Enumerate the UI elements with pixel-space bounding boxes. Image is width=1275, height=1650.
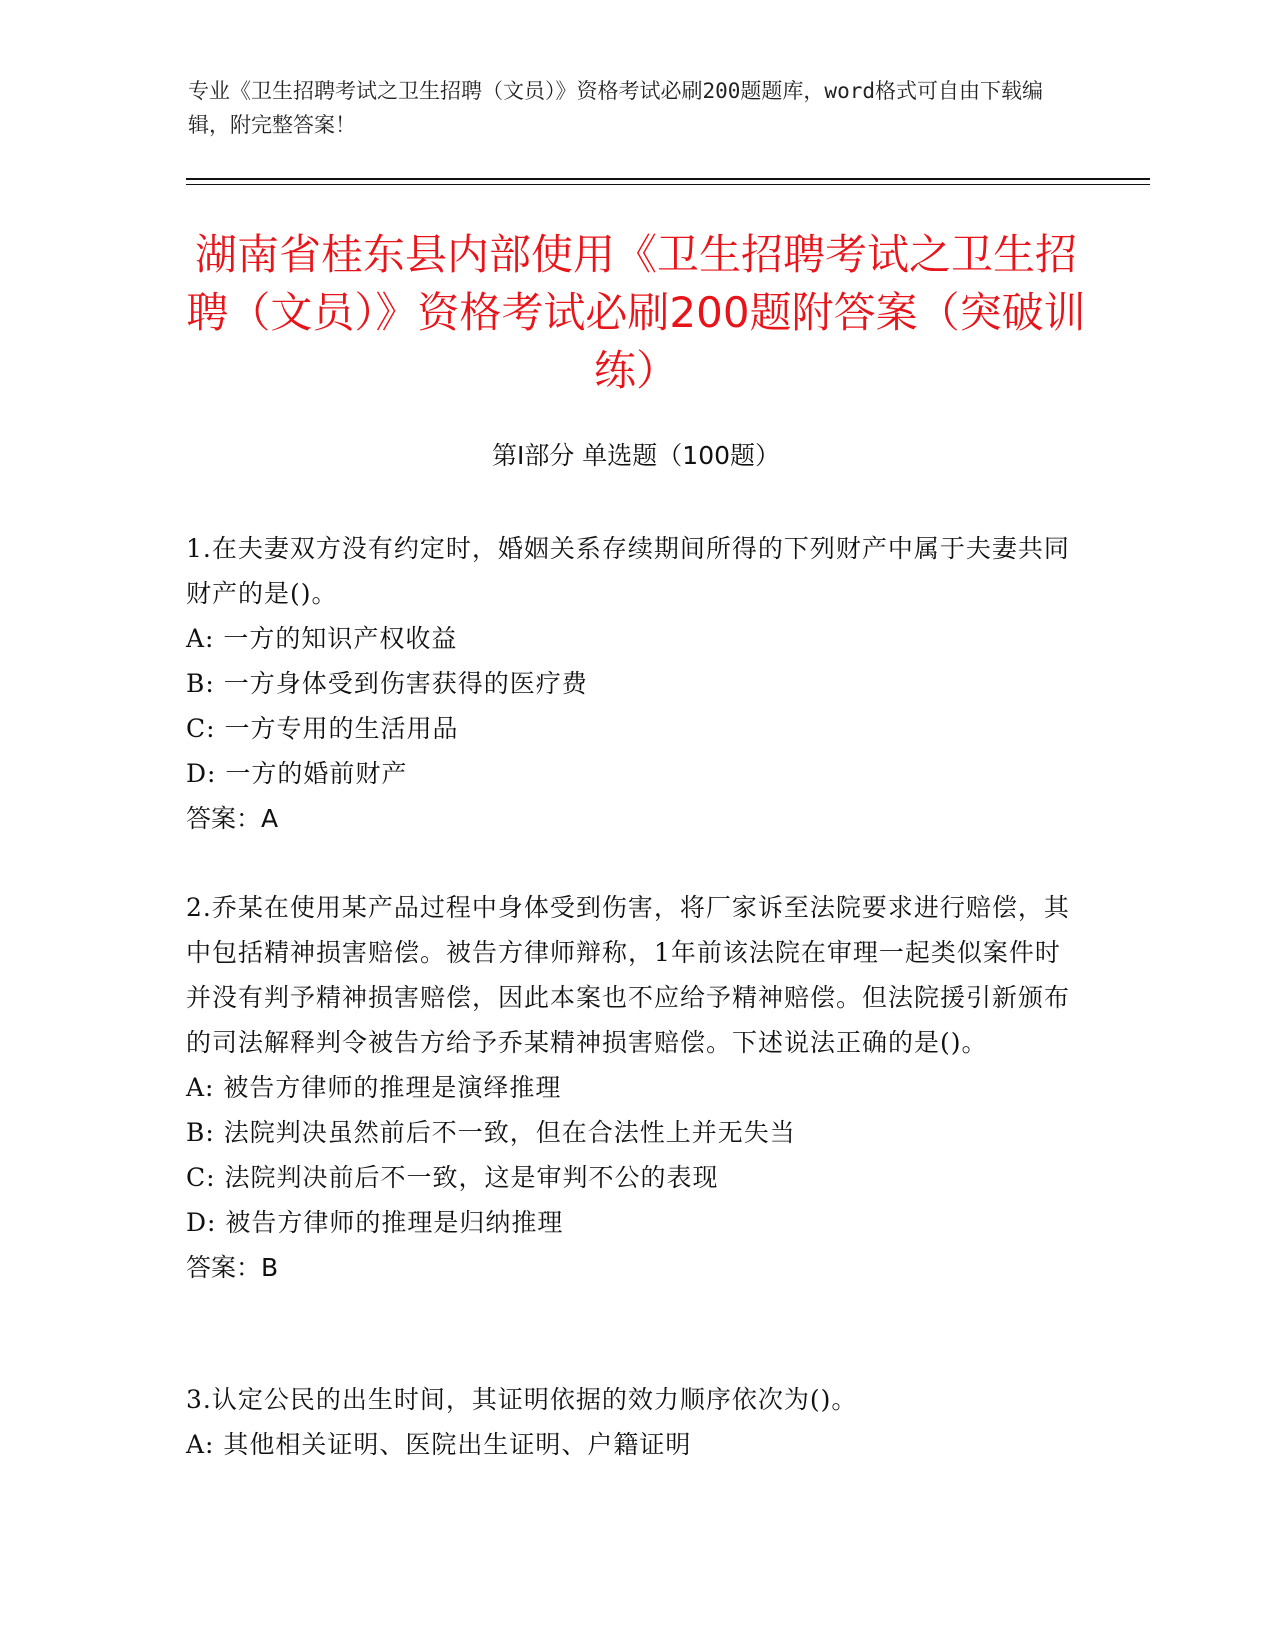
document-title: 湖南省桂东县内部使用《卫生招聘考试之卫生招聘（文员）》资格考试必刷200题附答案（突破训练） [186,230,1086,395]
header-divider-thin [186,184,1150,185]
option-c: C: 一方专用的生活用品 [186,714,459,743]
option-b: B: 法院判决虽然前后不一致，但在合法性上并无失当 [186,1118,796,1147]
question-text: 1.在夫妻双方没有约定时，婚姻关系存续期间所得的下列财产中属于夫妻共同财产的是()。 [186,534,1070,608]
option-a: A: 被告方律师的推理是演绎推理 [186,1073,562,1102]
header-divider-thick [186,178,1150,180]
question-text: 2.乔某在使用某产品过程中身体受到伤害，将厂家诉至法院要求进行赔偿，其中包括精神损害赔偿。被告方律师辩称，1年前该法院在审理一起类似案件时并没有判予精神损害赔偿，因此本案也不应给予精神赔偿。但法院援引新颁布的司法解释判令被告方给予乔某精神损害赔偿。下述说法正确的是()。 [186,893,1071,1057]
question-3 [186,1377,1086,1467]
answer-label: 答案：B [186,1253,279,1282]
question-text: 3.认定公民的出生时间，其证明依据的效力顺序依次为()。 [186,1385,858,1414]
option-d: D: 被告方律师的推理是归纳推理 [186,1208,564,1237]
question-2 [186,885,1086,1290]
section-title: 第Ⅰ部分 单选题（100题） [491,441,781,470]
answer-label: 答案：A [186,804,279,833]
header-note: 专业《卫生招聘考试之卫生招聘（文员）》资格考试必刷200题题库，word格式可自由下载编辑，附完整答案！ [188,79,1043,137]
option-c: C: 法院判决前后不一致，这是审判不公的表现 [186,1163,719,1192]
option-a: A: 其他相关证明、医院出生证明、户籍证明 [186,1430,692,1459]
option-a: A: 一方的知识产权收益 [186,624,458,653]
question-1 [186,526,1086,841]
option-d: D: 一方的婚前财产 [186,759,408,788]
option-b: B: 一方身体受到伤害获得的医疗费 [186,669,588,698]
